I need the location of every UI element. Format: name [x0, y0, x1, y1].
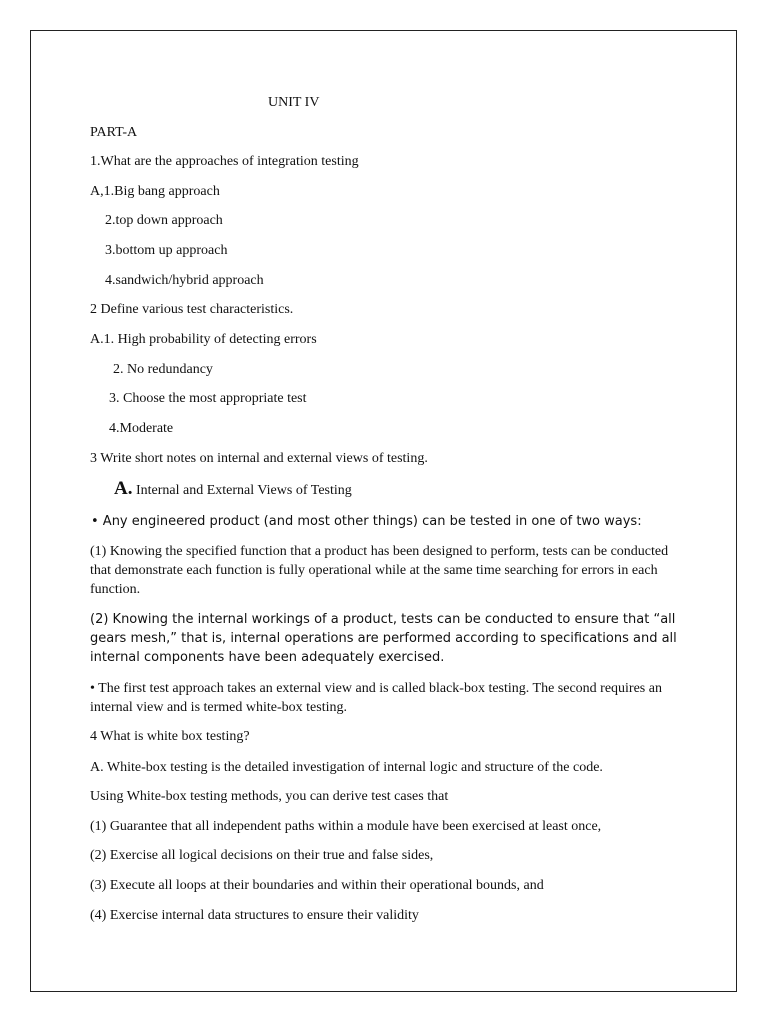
q2-answer-4: 4.Moderate — [109, 421, 174, 436]
q1-answer-2: 2.top down approach — [105, 213, 223, 228]
question-4: 4 What is white box testing? — [90, 729, 250, 744]
question-1: 1.What are the approaches of integration testing — [90, 154, 359, 169]
q4-item-1: (1) Guarantee that all independent paths within a module have been exercised at least once, — [90, 819, 602, 834]
q2-answer-2: 2. No redundancy — [113, 362, 213, 377]
q3-paragraph-1: (1) Knowing the specified function that a product has been designed to perform, tests can be conducted that demonstrate each function is fully operational while at the same time searching for errors in each function. — [90, 544, 669, 597]
q2-answer-1: A.1. High probability of detecting errors — [90, 332, 317, 347]
unit-title: UNIT IV — [268, 95, 320, 110]
q4-item-2: (2) Exercise all logical decisions on their true and false sides, — [90, 848, 434, 863]
q4-item-3: (3) Execute all loops at their boundaries and within their operational bounds, and — [90, 878, 544, 893]
q4-item-4: (4) Exercise internal data structures to ensure their validity — [90, 908, 419, 923]
q1-answer-1: A,1.Big bang approach — [90, 184, 220, 199]
question-3: 3 Write short notes on internal and external views of testing. — [90, 451, 428, 466]
q3-bullet-1: • Any engineered product (and most other things) can be tested in one of two ways: — [91, 514, 642, 529]
answer-letter: A. — [114, 478, 133, 499]
q2-answer-3: 3. Choose the most appropriate test — [109, 391, 307, 406]
part-heading: PART-A — [90, 125, 138, 140]
q1-answer-3: 3.bottom up approach — [105, 243, 228, 258]
q4-intro: Using White-box testing methods, you can derive test cases that — [90, 789, 449, 804]
q3-paragraph-2: (2) Knowing the internal workings of a product, tests can be conducted to ensure that “all gears mesh,” that is, internal operations are performed according to specifications and all internal components have been adequately exercised. — [90, 612, 677, 665]
q3-answer-heading — [114, 479, 352, 500]
question-2: 2 Define various test characteristics. — [90, 302, 294, 317]
q4-answer: A. White-box testing is the detailed investigation of internal logic and structure of the code. — [90, 760, 603, 775]
q1-answer-4: 4.sandwich/hybrid approach — [105, 273, 264, 288]
answer-heading-text: Internal and External Views of Testing — [135, 483, 352, 498]
q3-paragraph-3: • The first test approach takes an external view and is called black-box testing. The second requires an internal view and is termed white-box testing. — [90, 681, 662, 715]
